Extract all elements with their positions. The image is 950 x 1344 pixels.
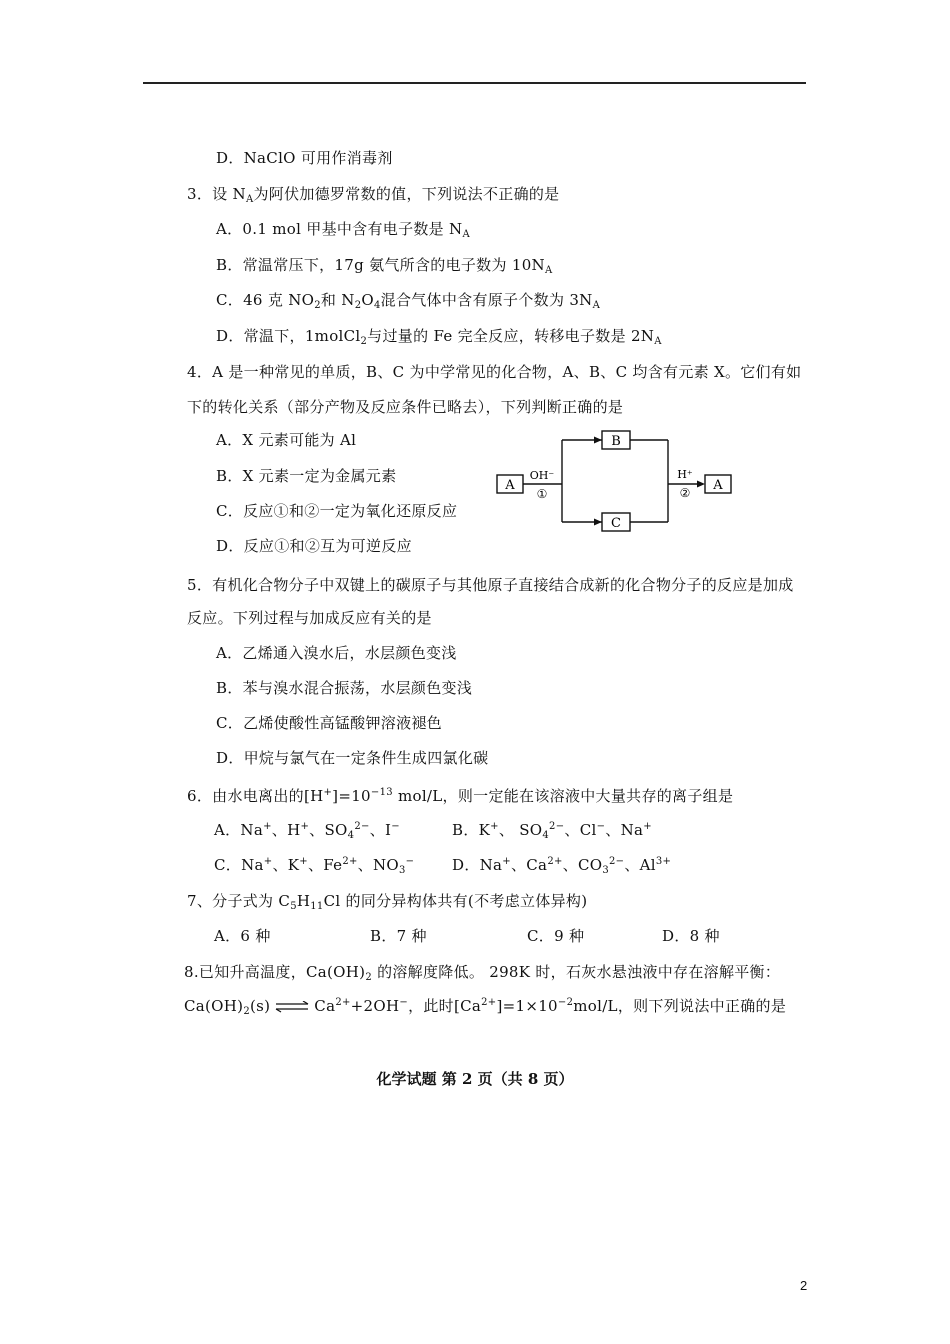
q3-option-c: C．46 克 $NO_2$和 $N_2O_4$混合气体中含有原子个数为 $3N_A$ (216, 291, 601, 311)
q3-option-d: D．常温下，1molCl$_2$与过量的 Fe 完全反应，转移电子数是 $2N_A$ (216, 327, 662, 347)
page-footer: 化学试题 第 2 页（共 8 页） (376, 1070, 574, 1088)
q5-option-c: C．乙烯使酸性高锰酸钾溶液褪色 (216, 714, 442, 732)
q7-option-a: A．6 种 (214, 927, 271, 945)
q4-option-d: D．反应①和②互为可逆反应 (216, 537, 412, 555)
equilibrium-arrow-icon (270, 1001, 314, 1013)
q4-option-b: B．X 元素一定为金属元素 (216, 467, 397, 485)
q4-option-c: C．反应①和②一定为氧化还原反应 (216, 502, 458, 520)
box-c-label: C (611, 516, 621, 531)
q5-option-a: A．乙烯通入溴水后，水层颜色变浅 (216, 644, 457, 662)
q4-stem-line1: 4．A 是一种常见的单质，B、C 为中学常见的化合物，A、B、C 均含有元素 X。它们有如 (187, 363, 802, 381)
q5-stem-line2: 反应。下列过程与加成反应有关的是 (187, 609, 432, 627)
q3-option-b: B．常温常压下，17g 氨气所含的电子数为 $10N_A$ (216, 256, 553, 276)
reaction1-number: ① (536, 487, 548, 501)
q5-stem-line1: 5．有机化合物分子中双键上的碳原子与其他原子直接结合成新的化合物分子的反应是加成 (187, 576, 794, 594)
q6-option-a: A．Na+、H+、$SO_4^{2-}$、I− (214, 821, 400, 841)
q3-option-a: A．0.1 mol 甲基中含有电子数是 $N_A$ (216, 220, 471, 240)
q7-option-b: B．7 种 (370, 927, 427, 945)
q4-option-a: A．X 元素可能为 Al (216, 431, 357, 449)
q5-option-d: D．甲烷与氯气在一定条件生成四氯化碳 (216, 749, 489, 767)
q4-conversion-diagram (490, 430, 740, 540)
page-number: 2 (800, 1278, 808, 1293)
box-b-label: B (611, 434, 621, 449)
q6-option-d: D．Na+、$Ca^{2+}$、$CO_3^{2-}$、$Al^{3+}$ (452, 856, 672, 876)
q6-option-c: C．Na+、K+、$Fe^{2+}$、$NO_3^-$ (214, 856, 415, 876)
q6-stem: 6．由水电离出的$[H^+]=10^{-13}$ mol/L，则一定能在该溶液中大量共存的离子组是 (187, 787, 734, 805)
q8-stem-line2: $Ca(OH)_2(s)$ $Ca^{2+}+2OH^-$，此时$[Ca^{2+}]=1\times 10^{-2}mol/L$，则下列说法中正确的是 (184, 997, 787, 1017)
reaction1-condition: OH⁻ (529, 469, 555, 482)
box-a-right-label: A (713, 478, 723, 493)
q7-option-c: C．9 种 (527, 927, 585, 945)
q7-stem: 7、分子式为 $C_5H_{11}Cl$ 的同分异构体共有(不考虑立体异构) (187, 892, 588, 912)
q7-option-d: D．8 种 (662, 927, 720, 945)
q8-stem-line1: 8.已知升高温度，$Ca(OH)_2$ 的溶解度降低。 298K 时，石灰水悬浊液中存在溶解平衡： (184, 963, 781, 983)
q3-stem: 3．设 $N_A$为阿伏加德罗常数的值，下列说法不正确的是 (187, 185, 560, 205)
reaction2-number: ② (679, 486, 691, 500)
q4-stem-line2: 下的转化关系（部分产物及反应条件已略去），下列判断正确的是 (187, 398, 624, 416)
q5-option-b: B．苯与溴水混合振荡，水层颜色变浅 (216, 679, 473, 697)
header-rule (143, 82, 806, 84)
box-a-left-label: A (505, 478, 515, 493)
q6-option-b: B．K+、 $SO_4^{2-}$、Cl−、Na+ (452, 821, 652, 841)
reaction2-condition: H⁺ (677, 468, 693, 481)
q2-option-d: D．NaClO 可用作消毒剂 (216, 149, 393, 167)
